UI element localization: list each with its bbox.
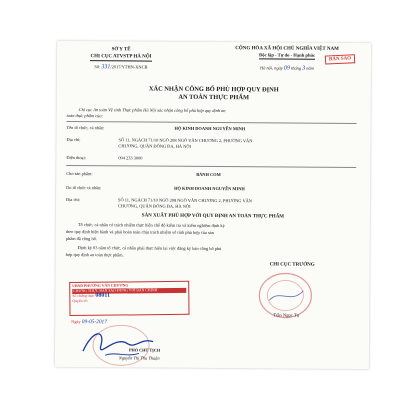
org-label: Tên tổ chức, cá nhân:	[66, 124, 105, 131]
vice-chairman-name: Nguyễn Thị Thu Thuận	[118, 355, 160, 361]
nation-name: CỘNG HÒA XÃ HỘI CHỦ NGHĨA VIỆT NAM	[235, 46, 339, 52]
phone-value: 094 233 3000	[118, 155, 143, 161]
signer-name: Trần Ngọc Tụ	[273, 312, 300, 318]
agency-name: CHI CỤC ATVSTP HÀ NỘI	[90, 54, 152, 60]
body-line-3: phẩm đã công bố.	[65, 235, 97, 242]
producer-address-line-1: SỐ 11, NGÁCH 71/10 NGÕ 208 NGÕ VĂN CHƯƠNG 2, PHƯỜNG VĂN	[118, 197, 253, 204]
table-top-rule	[67, 121, 357, 124]
document-page	[55, 41, 371, 369]
stamp-line-1: UBND PHƯỜNG VĂN CHƯƠNG	[72, 283, 129, 289]
product-value: BÁNH COM	[196, 171, 221, 178]
producer-value: HỘ KINH DOANH NGUYỄN MINH	[174, 185, 245, 192]
issue-date: Hà nội, ngày 09 tháng 3 năm	[260, 64, 314, 72]
copy-stamp: BẢN SAO	[325, 54, 355, 64]
producer-label: Do tổ chức cá nhân:	[66, 184, 102, 191]
intro-line-2: toàn thực phẩm của:	[66, 112, 104, 119]
handwritten-number: 331	[101, 63, 111, 70]
org-value: HỘ KINH DOANH NGUYỄN MINH	[174, 125, 246, 132]
section-title: SẢN XUẤT PHÙ HỢP VỚI QUY ĐỊNH AN TOÀN THỰC PHẨM	[141, 213, 285, 220]
signer-title: CHI CỤC TRƯỞNG	[269, 262, 315, 268]
product-label: Cho sản phẩm:	[66, 170, 93, 177]
certification-stamp	[69, 281, 189, 316]
producer-address-label: Địa chỉ:	[66, 196, 81, 203]
ministry-name: SỞ Y TẾ	[111, 47, 131, 53]
body-line-1: Tổ chức, cá nhân có trách nhiệm thực hiện chế độ kiểm tra và kiểm nghiệm định kỳ	[77, 222, 225, 229]
national-motto: Độc lập - Tự do - Hạnh phúc	[258, 52, 316, 58]
stamp-line-3: Số chứng thực 08011	[72, 292, 111, 299]
address-line-1: SỐ 11, NGÁCH 71/10 NGÕ 208 NGÕ VĂN CHƯƠNG 2, PHƯỜNG VĂN	[118, 137, 253, 144]
vice-chairman-signature-icon	[75, 323, 185, 368]
document-title: XÁC NHẬN CÔNG BỐ PHÙ HỢP QUY ĐỊNH AN TOÀN THỰC PHẨM	[148, 85, 279, 102]
phone-label: Điện thoại:	[66, 154, 86, 161]
document-number: Số: 331/2017/YTHN-XNCB	[94, 63, 148, 70]
body-line-5: hợp quy định an toàn thực phẩm.	[65, 251, 124, 258]
stamp-line-2: CHỨNG THỰC BẢN SAO ĐÚNG VỚI BẢN CHÍNH	[72, 288, 186, 294]
stamp-date: Ngày 09-05-2017	[71, 319, 107, 326]
address-label: Địa chỉ:	[66, 136, 81, 143]
header-left	[67, 47, 175, 70]
body-line-4: Định kỳ 03 năm tổ chức, cá nhân phải thực hiện lại việc đăng ký bản công bố phù	[77, 245, 222, 252]
table-mid-rule	[66, 165, 356, 168]
vice-chairman-title: PHÓ CHỦ TỊCH	[128, 347, 161, 353]
address-line-2: CHƯƠNG, QUẬN ĐỐNG ĐA, HÀ NỘI	[118, 143, 191, 149]
stamp-line-4: Quyển số:	[72, 298, 88, 304]
body-line-2: theo quy định hiện hành và phải hoàn toàn chịu trách nhiệm về tính phù hợp của sản	[65, 228, 214, 236]
intro-line-1: Chi cục An toàn Vệ sinh Thực phẩm Hà Nội xác nhận công bố phù hợp quy định an	[78, 107, 226, 114]
producer-address-line-2: CHƯƠNG, QUẬN ĐỐNG ĐA, HÀ NỘI	[117, 203, 191, 209]
